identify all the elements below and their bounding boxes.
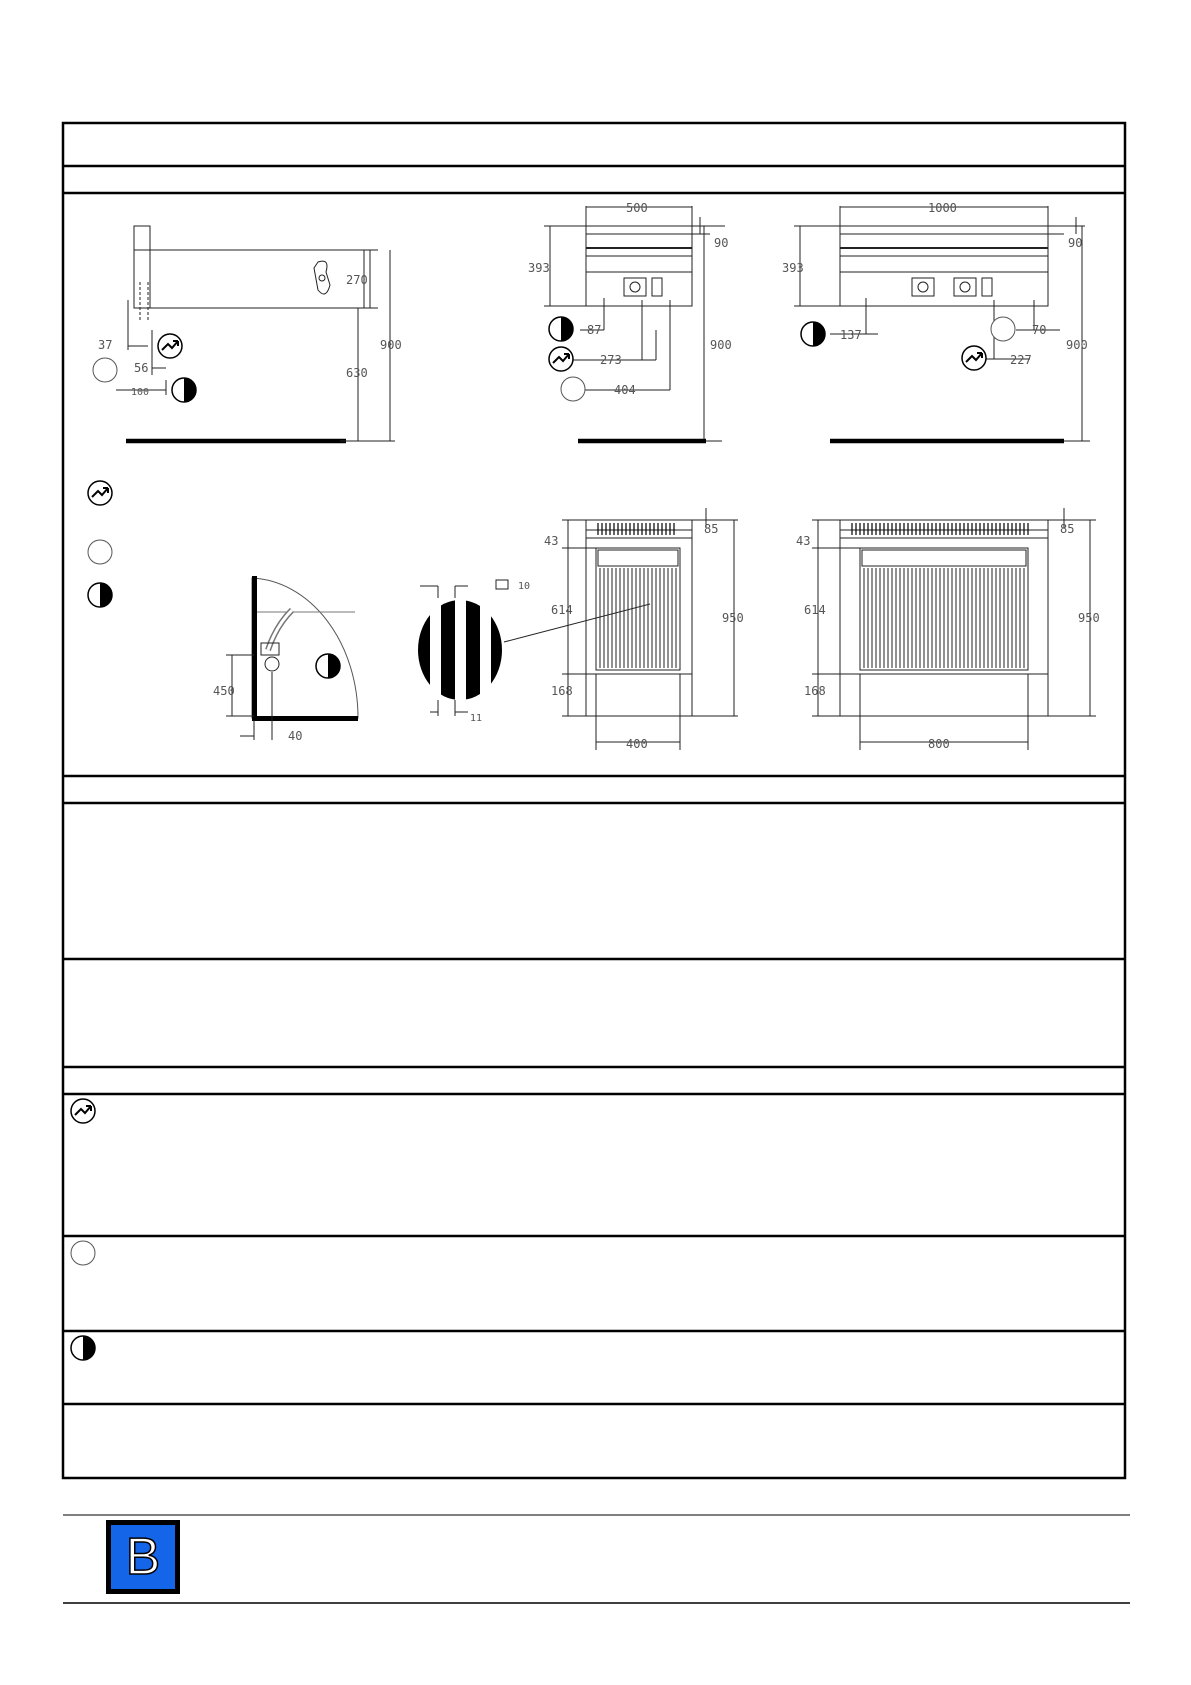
top800-dim-width: 800 (928, 737, 950, 751)
side-dim-100: 100 (131, 387, 150, 398)
side-dim-630: 630 (346, 366, 368, 380)
top800-dim-614: 614 (804, 603, 826, 617)
electric-icon (88, 481, 112, 505)
brand-logo-letter: B (111, 1525, 175, 1589)
wall-dim-450: 450 (213, 684, 235, 698)
water-inlet-icon (88, 540, 112, 564)
side-dim-270: 270 (346, 273, 368, 287)
front1000-dim-137: 137 (840, 328, 862, 342)
front500-dim-width: 500 (626, 201, 648, 215)
front-view-500-drawing (544, 206, 725, 441)
grid-dim-10: 10 (518, 581, 531, 592)
side-dim-56: 56 (134, 361, 149, 375)
front500-dim-404: 404 (614, 383, 636, 397)
water-section-icon (71, 1241, 95, 1265)
front1000-dim-70: 70 (1032, 323, 1047, 337)
side-dim-37: 37 (98, 338, 113, 352)
top-view-400-drawing (562, 508, 738, 750)
top800-dim-43: 43 (796, 534, 811, 548)
front1000-dim-width: 1000 (928, 201, 957, 215)
top-view-800-drawing (812, 508, 1096, 750)
top800-dim-85: 85 (1060, 522, 1075, 536)
front500-dim-90: 90 (714, 236, 729, 250)
connections-legend (88, 481, 112, 607)
drain-section-icon (71, 1336, 95, 1360)
top400-dim-168: 168 (551, 684, 573, 698)
front500-dim-273: 273 (600, 353, 622, 367)
top800-dim-168: 168 (804, 684, 826, 698)
front500-dim-393: 393 (528, 261, 550, 275)
top400-dim-614: 614 (551, 603, 573, 617)
front1000-dim-90: 90 (1068, 236, 1083, 250)
electric-section-icon (71, 1099, 95, 1123)
side-view-drawing (93, 226, 395, 441)
drain-icon (88, 583, 112, 607)
wall-detail-drawing (226, 576, 358, 740)
top400-dim-85: 85 (704, 522, 719, 536)
grid-dim-11: 11 (470, 713, 483, 724)
front1000-dim-227: 227 (1010, 353, 1032, 367)
front1000-dim-393: 393 (782, 261, 804, 275)
brand-logo (106, 1520, 180, 1594)
side-dim-900: 900 (380, 338, 402, 352)
grid-detail-drawing (415, 580, 650, 716)
front500-dim-87: 87 (587, 323, 602, 337)
top400-dim-width: 400 (626, 737, 648, 751)
wall-dim-40: 40 (288, 729, 303, 743)
front500-dim-900: 900 (710, 338, 732, 352)
top400-dim-950: 950 (722, 611, 744, 625)
top800-dim-950: 950 (1078, 611, 1100, 625)
top400-dim-43: 43 (544, 534, 559, 548)
front1000-dim-900: 900 (1066, 338, 1088, 352)
